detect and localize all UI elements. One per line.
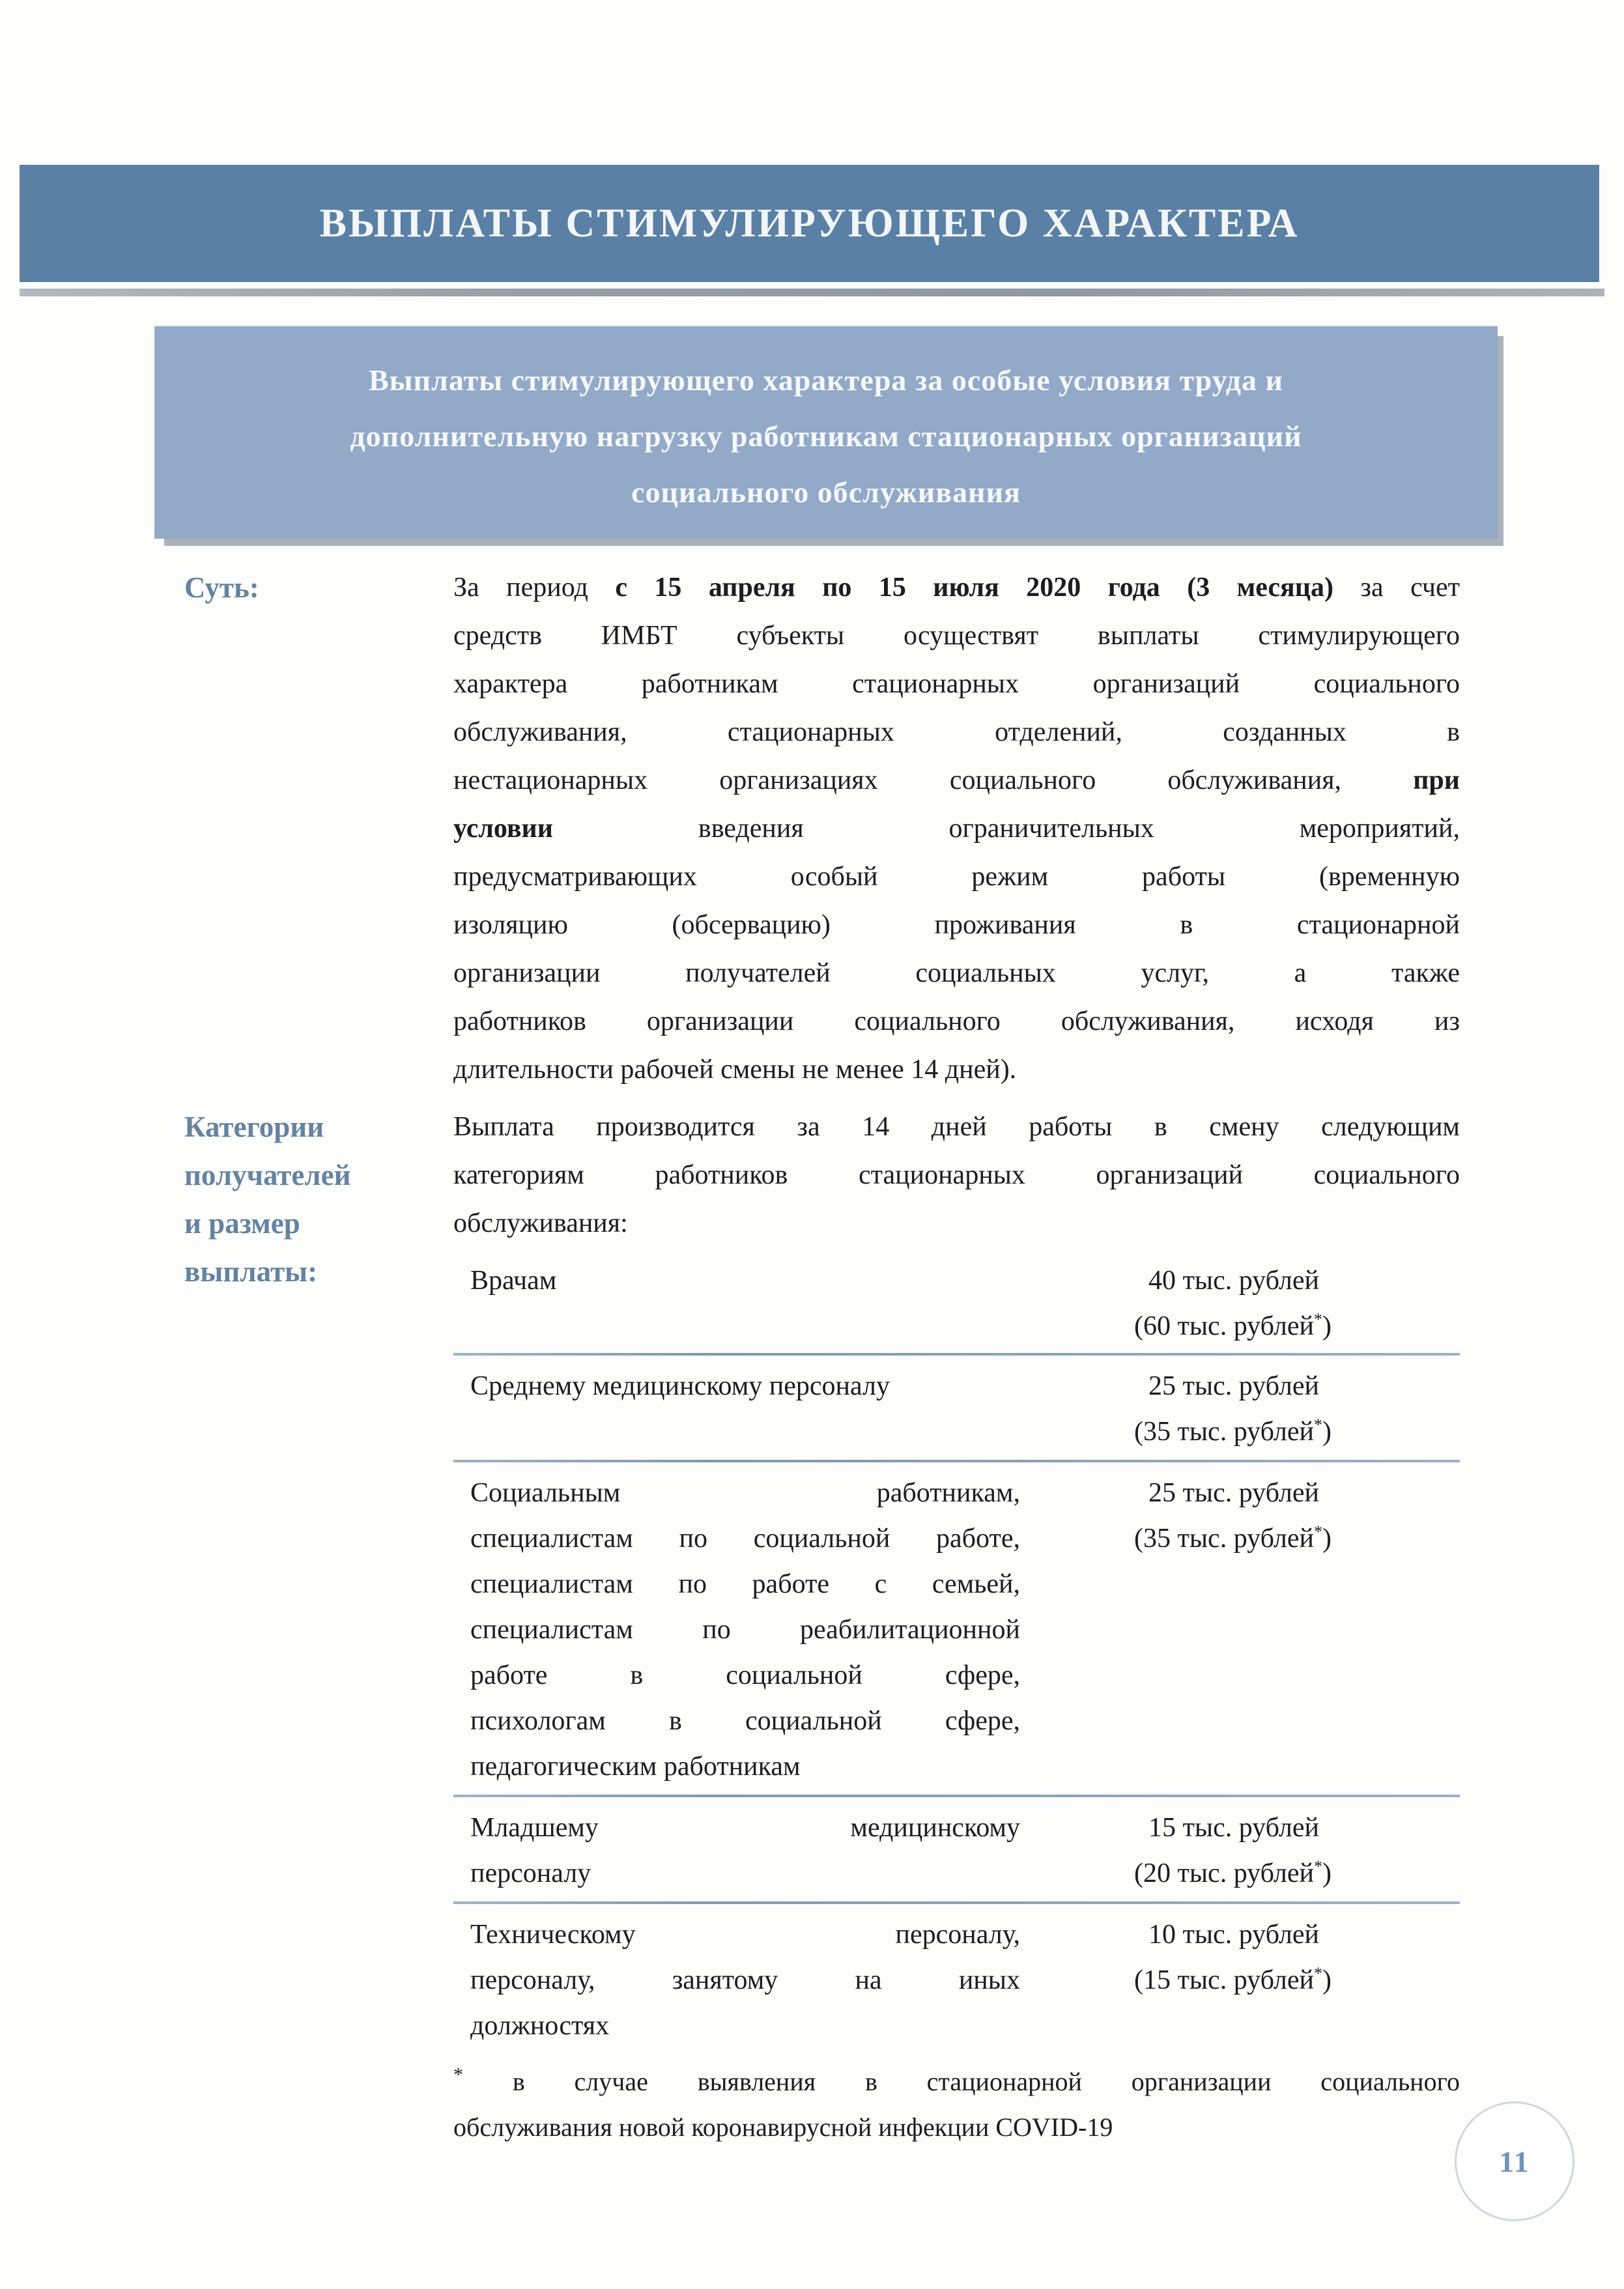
- asterisk-superscript: *: [1314, 1964, 1322, 1983]
- text-run: ): [1322, 1965, 1332, 1995]
- category-cell: [470, 1805, 1020, 1896]
- category-line: персоналу, занятому на иных: [470, 1965, 1020, 1995]
- footnote-line: [453, 2059, 1460, 2105]
- paragraph-line: [453, 563, 1460, 612]
- label-line: получателей: [184, 1159, 351, 1191]
- text-run: (15 тыс. рублей: [1134, 1965, 1314, 1995]
- category-cell: [470, 1258, 1020, 1349]
- subtitle-line: дополнительную нагрузку работникам стационарных организаций: [350, 419, 1302, 453]
- text-run: нестационарных организациях социального обслуживания,: [453, 765, 1414, 795]
- amount-value: 15 тыс. рублей: [1148, 1813, 1320, 1843]
- section-label-categories: [184, 1103, 453, 2150]
- text-run: ): [1322, 1417, 1332, 1447]
- amount-cell: [1134, 1363, 1460, 1455]
- amount-alt-value: [1134, 1303, 1460, 1349]
- amount-alt-value: [1134, 1516, 1460, 1561]
- essence-paragraph: [453, 563, 1460, 1094]
- text-run: введения ограничительных мероприятий,: [552, 814, 1460, 844]
- payments-table: [453, 1247, 1460, 2053]
- category-line: Младшему медицинскому: [470, 1813, 1020, 1843]
- asterisk-superscript: *: [1314, 1310, 1322, 1329]
- page-number-badge: [1455, 2101, 1574, 2221]
- paragraph-line: организации получателей социальных услуг, а также: [453, 958, 1460, 988]
- footnote-line: обслуживания новой коронавирусной инфекции COVID-19: [453, 2112, 1113, 2142]
- bold-text-run: при: [1413, 765, 1460, 795]
- bold-text-run: условии: [453, 814, 553, 844]
- category-line: Социальным работникам,: [470, 1478, 1020, 1508]
- table-row: [453, 1356, 1460, 1460]
- category-line: персоналу: [470, 1858, 591, 1888]
- page-title: ВЫПЛАТЫ СТИМУЛИРУЮЩЕГО ХАРАКТЕРА: [319, 201, 1300, 246]
- text-run: (20 тыс. рублей: [1134, 1858, 1314, 1888]
- category-line: Врачам: [470, 1266, 557, 1296]
- paragraph-line: изоляцию (обсервацию) проживания в стационарной: [453, 910, 1460, 940]
- category-cell: [470, 1363, 1020, 1455]
- label-line: выплаты:: [184, 1255, 318, 1288]
- banner-shadow-line: [20, 289, 1604, 296]
- category-line: специалистам по работе с семьей,: [470, 1569, 1020, 1599]
- paragraph-line: длительности рабочей смены не менее 14 дней).: [453, 1055, 1017, 1085]
- table-row: [453, 1797, 1460, 1901]
- label-line: и размер: [184, 1207, 300, 1240]
- subtitle-banner: [154, 325, 1498, 539]
- paragraph-line: характера работникам стационарных организаций социального: [453, 669, 1460, 699]
- section-essence: [184, 563, 1460, 1094]
- bold-text-run: с 15 апреля по 15 июля 2020 года (3 месяца): [615, 573, 1333, 603]
- asterisk-superscript: *: [1314, 1415, 1322, 1434]
- paragraph-line: работников организации социального обслуживания, исходя из: [453, 1006, 1460, 1036]
- asterisk-superscript: *: [1314, 1522, 1322, 1541]
- category-line: Среднему медицинскому персоналу: [470, 1371, 890, 1401]
- text-run: в случае выявления в стационарной организации социального: [512, 2067, 1460, 2096]
- asterisk-superscript: *: [453, 2064, 463, 2086]
- category-line: Техническому персоналу,: [470, 1920, 1020, 1950]
- amount-value: 25 тыс. рублей: [1148, 1478, 1320, 1508]
- label-line: Категории: [184, 1111, 324, 1143]
- paragraph-line: [453, 804, 1460, 853]
- text-run: ): [1322, 1524, 1332, 1554]
- document-body: [184, 563, 1460, 2150]
- page-number: 11: [1499, 2144, 1530, 2178]
- text-run: за счет: [1333, 573, 1460, 603]
- amount-alt-value: [1134, 1851, 1460, 1896]
- table-row: [453, 1462, 1460, 1795]
- amount-cell: [1134, 1805, 1460, 1896]
- paragraph-line: средств ИМБТ субъекты осуществят выплаты стимулирующего: [453, 621, 1460, 651]
- subtitle-line: социального обслуживания: [631, 476, 1021, 509]
- text-run: ): [1322, 1858, 1332, 1888]
- category-line: педагогическим работникам: [470, 1752, 801, 1782]
- category-cell: [470, 1912, 1020, 2049]
- text-run: (35 тыс. рублей: [1134, 1417, 1314, 1447]
- text-run: (35 тыс. рублей: [1134, 1524, 1314, 1554]
- paragraph-line: [453, 756, 1460, 804]
- category-line: специалистам по социальной работе,: [470, 1524, 1020, 1554]
- section-categories: [184, 1103, 1460, 2150]
- amount-alt-value: [1134, 1409, 1460, 1455]
- text-run: ): [1322, 1311, 1332, 1341]
- title-banner: [20, 165, 1599, 282]
- amount-cell: [1134, 1470, 1460, 1789]
- text-run: За период: [453, 573, 616, 603]
- categories-content: [453, 1103, 1460, 2150]
- footnote: [453, 2059, 1460, 2150]
- amount-cell: [1134, 1912, 1460, 2049]
- text-run: (60 тыс. рублей: [1134, 1311, 1314, 1341]
- subtitle-line: Выплаты стимулирующего характера за особые условия труда и: [368, 363, 1284, 397]
- category-line: работе в социальной сфере,: [470, 1660, 1020, 1690]
- amount-value: 40 тыс. рублей: [1148, 1266, 1320, 1296]
- table-row: [453, 1247, 1460, 1353]
- category-line: психологам в социальной сфере,: [470, 1706, 1020, 1736]
- amount-value: 10 тыс. рублей: [1148, 1920, 1320, 1950]
- category-line: специалистам по реабилитационной: [470, 1615, 1020, 1645]
- table-row: [453, 1904, 1460, 2053]
- amount-alt-value: [1134, 1957, 1460, 2003]
- paragraph-line: Выплата производится за 14 дней работы в смену следующим: [453, 1112, 1460, 1142]
- amount-cell: [1134, 1258, 1460, 1349]
- section-label-essence: Суть:: [184, 571, 259, 604]
- paragraph-line: предусматривающих особый режим работы (временную: [453, 862, 1460, 892]
- asterisk-superscript: *: [1314, 1857, 1322, 1876]
- amount-value: 25 тыс. рублей: [1148, 1371, 1320, 1401]
- paragraph-line: обслуживания:: [453, 1208, 628, 1238]
- category-line: должностях: [470, 2011, 610, 2041]
- paragraph-line: категориям работников стационарных организаций социального: [453, 1160, 1460, 1190]
- category-cell: [470, 1470, 1020, 1789]
- paragraph-line: обслуживания, стационарных отделений, созданных в: [453, 717, 1460, 747]
